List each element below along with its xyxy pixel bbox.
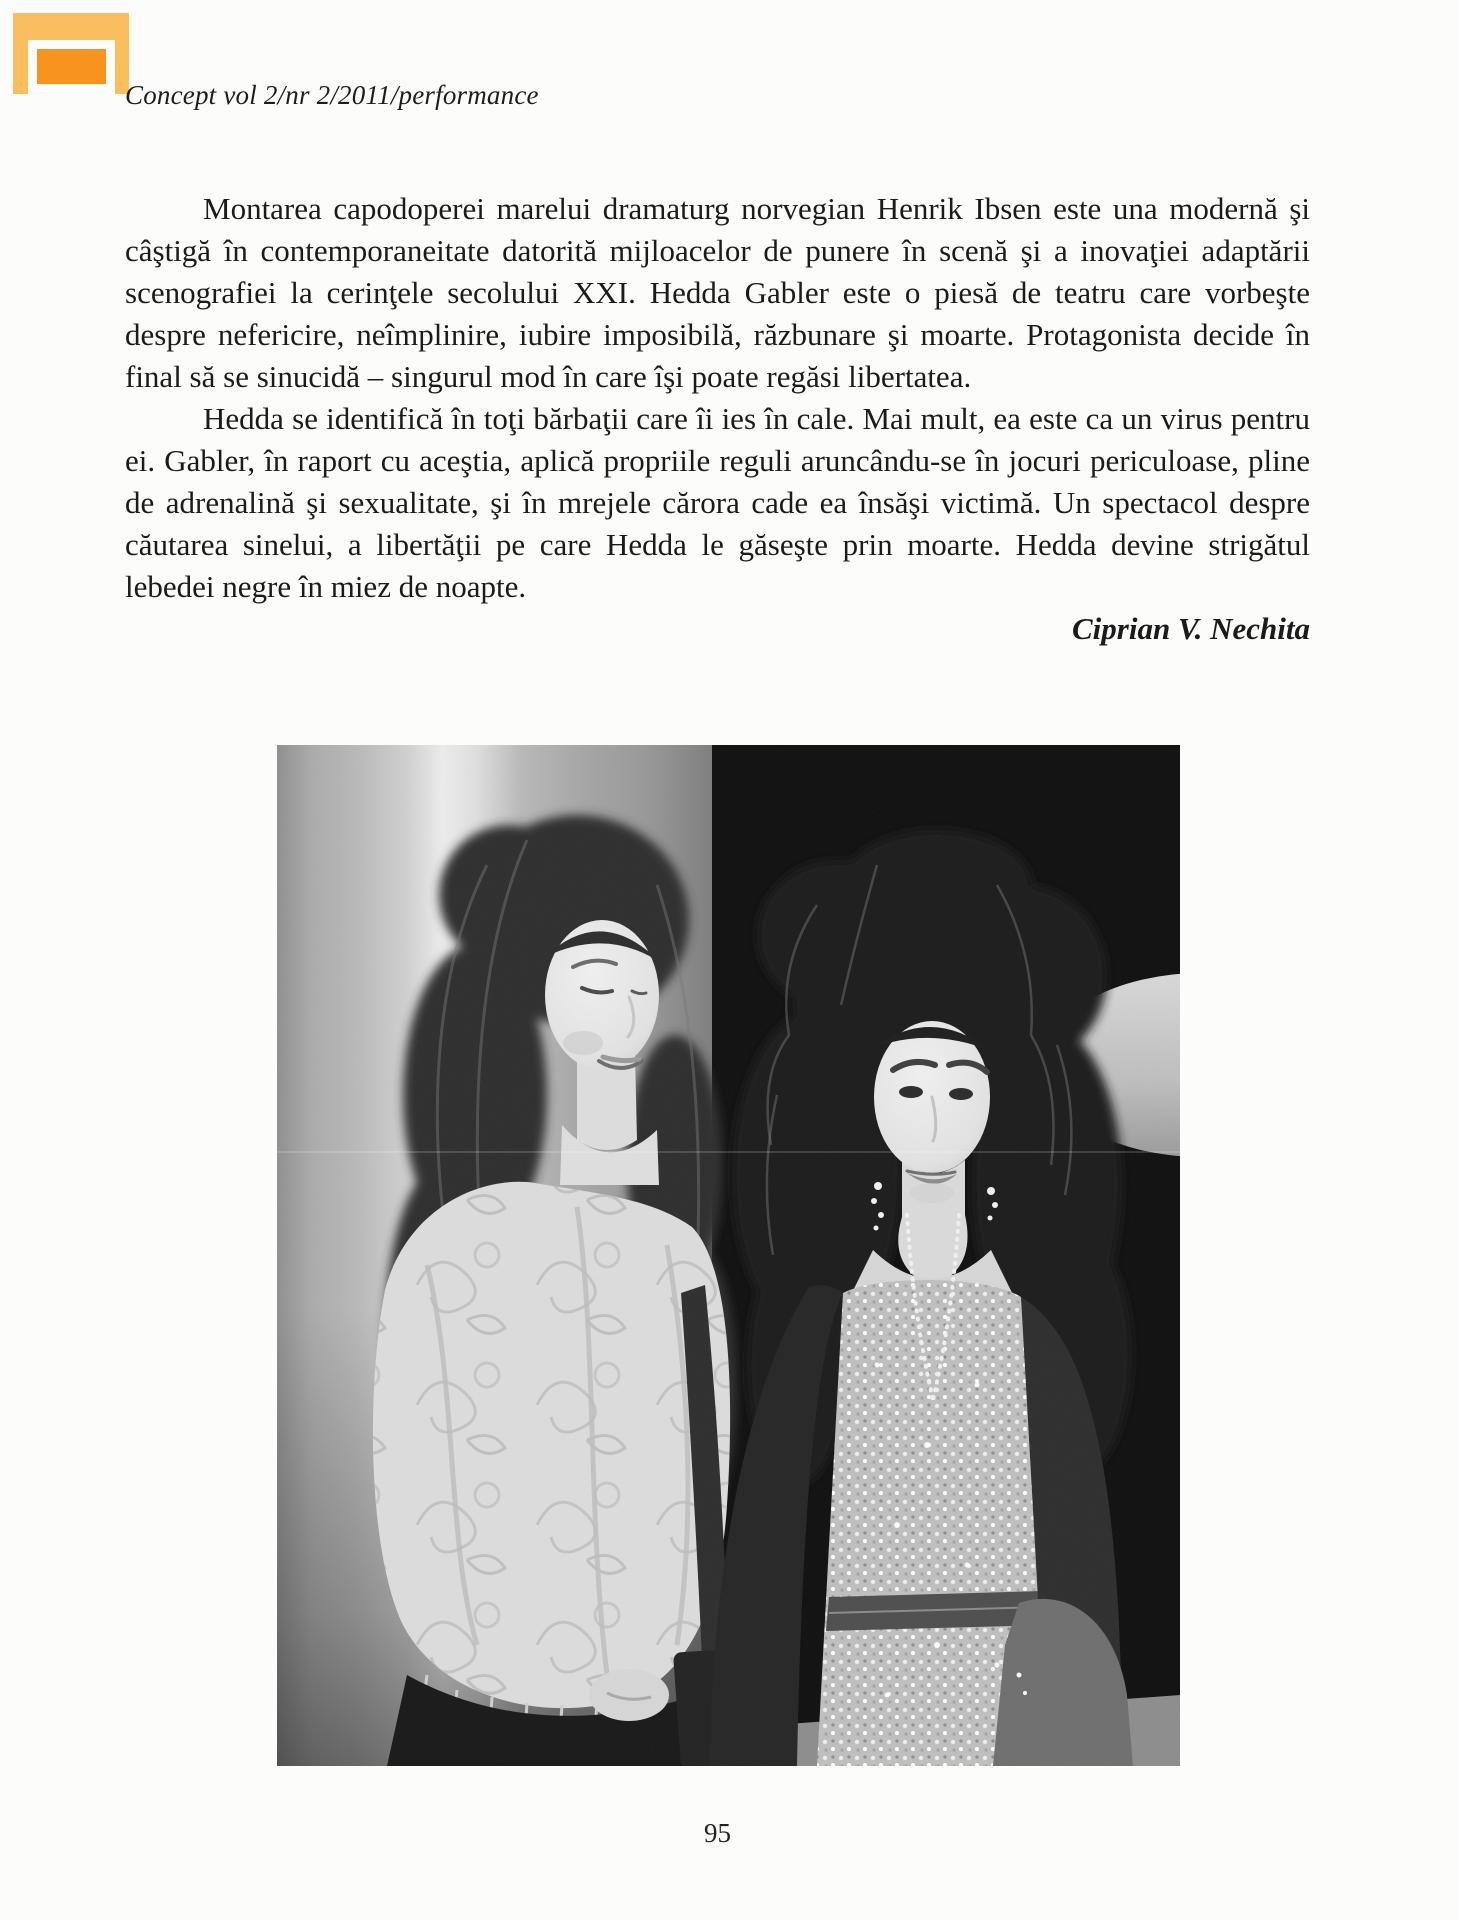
concept-logo <box>13 13 129 94</box>
stage-photo <box>277 745 1180 1766</box>
journal-header: Concept vol 2/nr 2/2011/performance <box>125 80 539 110</box>
article-paragraph-2: Hedda se identifică în toţi bărbaţii care îi ies în cale. Mai mult, ea este ca un virus pentru ei. Gabler, în raport cu aceştia, aplică propriile reguli aruncându-se în jocuri periculoase, pline de adrenalină şi sexualitate, şi în mrejele cărora cade ea însăşi victimă. Un spectacol despre căutarea sinelui, a libertăţii pe care Hedda le găseşte prin moarte. Hedda devine strigătul lebedei negre în miez de noapte. <box>125 401 1310 604</box>
article-body <box>125 188 1310 650</box>
author-byline: Ciprian V. Nechita <box>1071 611 1310 646</box>
page-number: 95 <box>704 1818 731 1848</box>
article-paragraph-1: Montarea capodoperei marelui dramaturg norvegian Henrik Ibsen este una modernă şi câştigă în contemporaneitate datorită mijloacelor de punere în scenă şi a inovaţiei adaptării scenografiei la cerinţele secolului XXI. Hedda Gabler este o piesă de teatru care vorbeşte despre nefericire, neîmplinire, iubire imposibilă, răzbunare şi moarte. Protagonista decide în final să se sinucidă – singurul mod în care îşi poate regăsi libertatea. <box>125 191 1310 394</box>
logo-inner-shape-icon <box>37 49 106 84</box>
